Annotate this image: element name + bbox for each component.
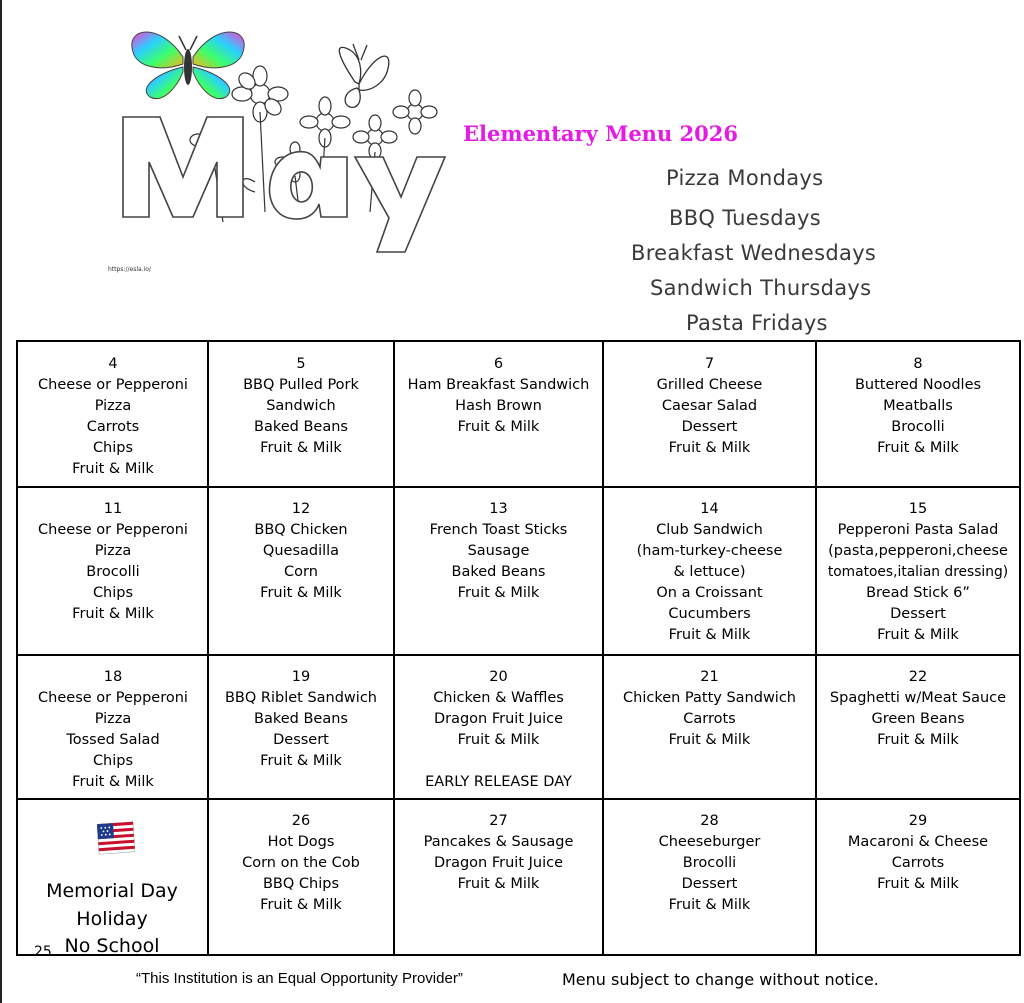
day-cell xyxy=(604,655,815,751)
menu-item: Baked Beans xyxy=(451,564,546,580)
menu-item: Fruit & Milk xyxy=(668,627,751,643)
menu-item: Dessert xyxy=(681,876,738,892)
menu-item: Fruit & Milk xyxy=(457,876,540,892)
day-number: 5 xyxy=(296,356,306,372)
day-cell xyxy=(395,799,602,895)
menu-item: Fruit & Milk xyxy=(457,419,540,435)
menu-item: Dessert xyxy=(681,419,738,435)
menu-item: Brocolli xyxy=(86,564,140,580)
theme-monday: Pizza Mondays xyxy=(666,166,824,190)
day-number: 13 xyxy=(489,501,508,517)
menu-calendar-grid xyxy=(16,340,1021,960)
day-number: 11 xyxy=(103,501,123,517)
day-cell xyxy=(395,487,602,604)
holiday-label: Holiday xyxy=(76,908,148,930)
menu-item: Pizza xyxy=(94,543,132,559)
menu-item: Green Beans xyxy=(871,711,965,727)
menu-item: Fruit & Milk xyxy=(457,732,540,748)
day-number: 27 xyxy=(489,813,508,829)
day-cell xyxy=(604,342,815,459)
menu-item: Caesar Salad xyxy=(661,398,758,414)
day-number: 21 xyxy=(700,669,719,685)
day-cell xyxy=(395,655,602,793)
menu-item: Pancakes & Sausage xyxy=(423,834,574,850)
menu-item: Macaroni & Cheese xyxy=(847,834,989,850)
day-number: 20 xyxy=(489,669,508,685)
day-number: 25 xyxy=(34,944,52,960)
day-number: 4 xyxy=(108,356,118,372)
menu-item: BBQ Riblet Sandwich xyxy=(224,690,377,706)
us-flag-icon xyxy=(97,819,135,857)
theme-tuesday: BBQ Tuesdays xyxy=(669,206,821,230)
menu-item: Cucumbers xyxy=(668,606,751,622)
day-cell xyxy=(817,342,1019,459)
menu-item: Carrots xyxy=(86,419,140,435)
day-cell xyxy=(817,655,1019,751)
day-number: 15 xyxy=(908,501,928,517)
menu-item: Fruit & Milk xyxy=(668,732,751,748)
menu-item: Chicken & Waffles xyxy=(433,690,564,706)
day-number: 18 xyxy=(103,669,123,685)
page-left-border xyxy=(0,0,2,1003)
equal-opportunity-statement: “This Institution is an Equal Opportunity Provider” xyxy=(136,970,463,987)
holiday-cell xyxy=(18,799,208,960)
menu-item: Spaghetti w/Meat Sauce xyxy=(829,690,1007,706)
menu-item: Fruit & Milk xyxy=(72,461,154,477)
day-number: 29 xyxy=(908,813,928,829)
menu-item: Dragon Fruit Juice xyxy=(433,711,564,727)
menu-item: Fruit & Milk xyxy=(72,606,154,622)
menu-item: Bread Stick 6” xyxy=(866,585,970,601)
menu-item: Club Sandwich xyxy=(656,522,763,538)
menu-change-notice: Menu subject to change without notice. xyxy=(562,970,879,989)
theme-thursday: Sandwich Thursdays xyxy=(650,276,872,300)
day-cell xyxy=(18,342,208,480)
day-number: 7 xyxy=(704,356,715,372)
menu-item: Fruit & Milk xyxy=(668,897,751,913)
menu-item: BBQ Pulled Pork xyxy=(243,377,359,393)
menu-item: Pepperoni Pasta Salad xyxy=(837,522,999,538)
day-number: 12 xyxy=(291,501,311,517)
menu-item: Carrots xyxy=(683,711,736,727)
menu-item: Carrots xyxy=(891,855,945,871)
menu-item: Fruit & Milk xyxy=(260,897,342,913)
day-cell xyxy=(209,342,393,459)
menu-item: Pizza xyxy=(94,711,132,727)
day-cell xyxy=(209,799,393,916)
menu-item: Chips xyxy=(92,585,134,601)
day-number: 22 xyxy=(908,669,928,685)
menu-item: Meatballs xyxy=(883,398,953,414)
day-number: 26 xyxy=(291,813,311,829)
menu-item: Sandwich xyxy=(266,398,336,414)
image-credit-text: https://esla.io/ xyxy=(108,266,151,273)
menu-item: BBQ Chips xyxy=(262,876,340,892)
menu-item: Corn xyxy=(284,564,318,580)
menu-item: Baked Beans xyxy=(254,419,348,435)
menu-item: (ham-turkey-cheese xyxy=(636,543,783,559)
menu-item: Chicken Patty Sandwich xyxy=(623,690,796,706)
menu-item: Corn on the Cob xyxy=(242,855,360,871)
day-number: 6 xyxy=(493,356,504,372)
page-title: Elementary Menu 2026 xyxy=(463,121,738,146)
menu-item: Ham Breakfast Sandwich xyxy=(407,377,590,393)
menu-item: Cheese or Pepperoni xyxy=(38,690,188,706)
menu-item: Brocolli xyxy=(682,855,737,871)
menu-item: Pizza xyxy=(94,398,132,414)
menu-item: Fruit & Milk xyxy=(877,627,959,643)
menu-item: Brocolli xyxy=(891,419,945,435)
no-school-label: No School xyxy=(64,935,160,957)
menu-item: Hot Dogs xyxy=(267,834,335,850)
menu-item: Cheeseburger xyxy=(658,834,761,850)
holiday-title: Memorial Day xyxy=(46,880,178,902)
day-cell xyxy=(817,487,1019,646)
menu-item: Sausage xyxy=(467,543,530,559)
menu-item: On a Croissant xyxy=(656,585,763,601)
menu-item: Fruit & Milk xyxy=(72,774,154,790)
menu-item: Fruit & Milk xyxy=(877,440,959,456)
theme-wednesday: Breakfast Wednesdays xyxy=(631,241,877,265)
menu-item: French Toast Sticks xyxy=(429,522,568,538)
day-cell xyxy=(209,487,393,604)
menu-item: Fruit & Milk xyxy=(877,876,959,892)
day-cell xyxy=(604,799,815,916)
menu-item: Chips xyxy=(92,753,134,769)
menu-item: Fruit & Milk xyxy=(668,440,751,456)
menu-item: Fruit & Milk xyxy=(260,440,342,456)
menu-item: Dragon Fruit Juice xyxy=(433,855,564,871)
day-number: 14 xyxy=(700,501,719,517)
menu-item: BBQ Chicken xyxy=(254,522,348,538)
day-cell xyxy=(209,655,393,772)
day-number: 28 xyxy=(700,813,719,829)
menu-item: Fruit & Milk xyxy=(457,585,540,601)
menu-item: & lettuce) xyxy=(673,564,746,580)
day-cell xyxy=(604,487,815,646)
day-cell xyxy=(395,342,602,438)
menu-item: Grilled Cheese xyxy=(656,377,763,393)
may-banner-art xyxy=(105,12,525,277)
menu-item: tomatoes,italian dressing) xyxy=(827,564,1009,580)
menu-item: Hash Brown xyxy=(455,398,542,414)
menu-item: Chips xyxy=(92,440,134,456)
theme-friday: Pasta Fridays xyxy=(686,311,828,335)
menu-item: Fruit & Milk xyxy=(260,585,342,601)
menu-item: Dessert xyxy=(890,606,946,622)
menu-item: Cheese or Pepperoni xyxy=(38,377,188,393)
menu-item: Cheese or Pepperoni xyxy=(38,522,188,538)
early-release-note: EARLY RELEASE DAY xyxy=(425,774,572,790)
day-number: 8 xyxy=(913,356,923,372)
day-cell xyxy=(817,799,1019,895)
menu-item: Tossed Salad xyxy=(66,732,160,748)
day-cell xyxy=(18,487,208,625)
day-cell xyxy=(18,655,208,793)
day-number: 19 xyxy=(291,669,311,685)
menu-item: Fruit & Milk xyxy=(877,732,959,748)
menu-item: Buttered Noodles xyxy=(854,377,982,393)
menu-item: Fruit & Milk xyxy=(260,753,342,769)
menu-item: Dessert xyxy=(273,732,329,748)
menu-item: Quesadilla xyxy=(262,543,340,559)
menu-item: Baked Beans xyxy=(254,711,348,727)
menu-item: (pasta,pepperoni,cheese xyxy=(828,543,1008,559)
